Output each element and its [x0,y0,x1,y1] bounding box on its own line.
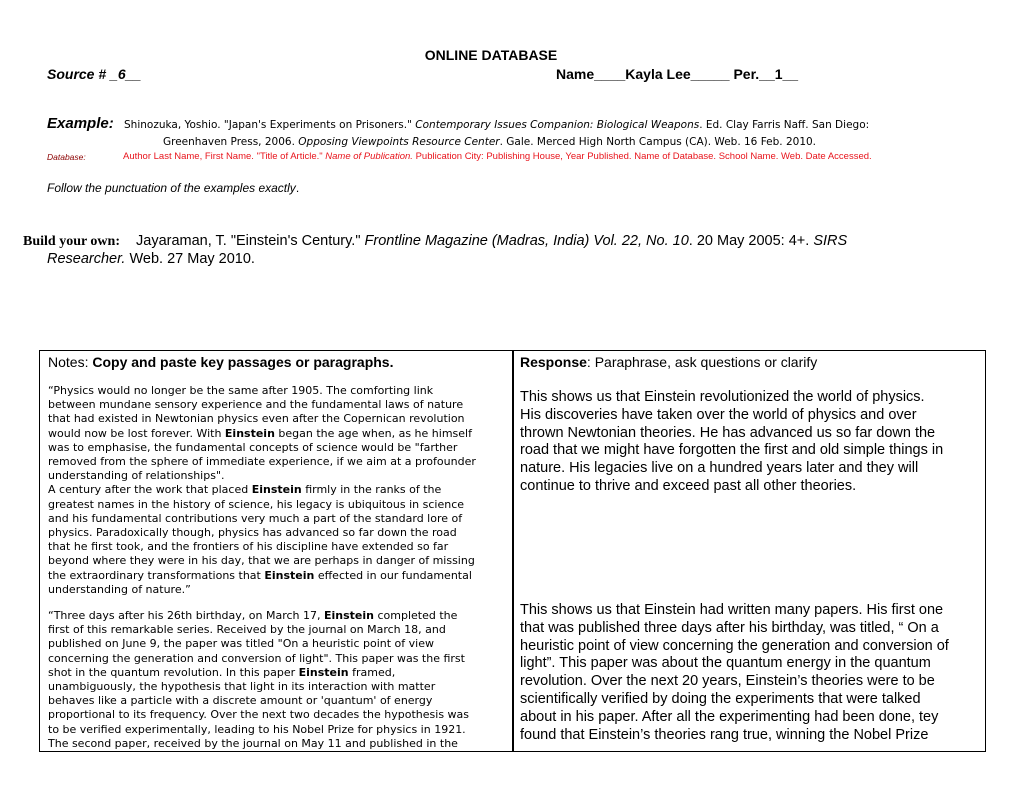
passage-line: was to emphasise, the fundamental concepts of science would be "farther [48,440,458,454]
notes-label: Notes: [48,354,93,370]
example-line1-tail: . Ed. Clay Farris Naff. San Diego: [699,119,870,131]
passage-line: The second paper, received by the journal on May 11 and published in the [48,736,458,750]
response-header [520,354,817,370]
response-line: thrown Newtonian theories. He has advanced us so far down the [520,424,936,441]
build-citation-line1 [136,233,847,249]
notes-response-table [39,350,986,752]
response-line: heuristic point of view concerning the generation and conversion of [520,637,949,654]
passage-line: that had existed in Newtonian physics even after the Copernican revolution [48,412,465,426]
passage-line [48,483,441,497]
notes-instruction: Copy and paste key passages or paragraphs. [92,354,394,370]
passage-text: completed the [374,609,458,622]
passage-line: physics. Paradoxically though, physics has advanced so far down the road [48,526,457,539]
passage-text: firmly in the ranks of the [301,483,442,497]
database-citation-format [123,151,872,162]
instruction-period: . [295,181,300,195]
database-label: Database: [47,152,86,162]
example-citation-line1 [124,119,869,131]
passage-line: greatest names in the history of science, his legacy is ubiquitous in science [48,497,465,511]
highlighted-keyword: Einstein [324,609,374,622]
example-line2-tail: . Gale. Merced High North Campus (CA). Web. 16 Feb. 2010. [499,136,817,148]
database-format-a: Author Last Name, First Name. "Title of Article." [123,151,326,162]
passage-line: and his fundamental contributions very much a part of the standard lore of [48,511,463,525]
response-line: scientifically verified by doing the experiments that were talked [520,691,921,707]
example-line1-italic: Contemporary Issues Companion: Biological Weapons [415,119,700,131]
highlighted-keyword: Einstein [298,665,349,679]
response-line: This shows us that Einstein revolutionized the world of physics. [520,389,925,405]
passage-line: concerning the generation and conversion of light". This paper was the first [48,651,465,665]
example-line2-italic: Opposing Viewpoints Resource Center [298,136,500,148]
passage-line: first of this remarkable series. Received by the journal on March 18, and [48,623,446,637]
response-line: His discoveries have taken over the world of physics and over [520,406,917,423]
highlighted-keyword: Einstein [264,568,315,582]
passage-line: understanding of nature.” [48,582,191,596]
database-format-b: Name of Publication. [325,151,413,162]
response-instruction: : Paraphrase, ask questions or clarify [586,354,818,370]
instruction-main: Follow the punctuation of the examples exactly [47,181,296,195]
response-line: nature. His legacies live on a hundred years later and they will [520,460,919,477]
build-line1-text: Jayaraman, T. "Einstein's Century." [136,233,365,249]
page-title: ONLINE DATABASE [424,47,558,63]
response-line: This shows us that Einstein had written many papers. His first one [520,602,944,618]
build-your-own-label: Build your own: [23,234,120,249]
response-line: road that we might have forgotten the first and old simple things in [520,442,944,459]
example-label: Example: [47,115,114,132]
response-line: about in his paper. After all the experimenting had been done, tey [520,708,939,725]
build-line1-italic2: SIRS [813,233,848,249]
notes-header [48,354,393,370]
response-line: found that Einstein’s theories rang true, winning the Nobel Prize [520,726,929,743]
passage-text: “Three days after his 26th birthday, on March 17, [48,609,325,622]
build-line2-tail: Web. 27 May 2010. [125,251,255,267]
build-line1-italic: Frontline Magazine (Madras, India) Vol. 22, No. 10 [364,233,689,249]
passage-line [48,609,457,623]
passage-text: A century after the work that placed [48,483,252,497]
student-name-period: Name____Kayla Lee_____ Per.__1__ [556,66,799,82]
passage-text: would now be lost forever. With [48,426,225,440]
passage-line: behaves like a particle with a discrete amount or 'quantum' of energy [48,694,433,708]
response-line: revolution. Over the next 20 years, Einstein’s theories were to be [520,673,935,690]
highlighted-keyword: Einstein [251,483,302,497]
response-line: light”. This paper was about the quantum energy in the quantum [520,655,931,672]
example-line1-text: Shinozuka, Yoshio. "Japan's Experiments on Prisoners." [124,119,416,131]
database-format-c: Publication City: Publishing House, Year Published. Name of Database. School Name. Web. Date Accessed. [412,151,872,162]
passage-text: the extraordinary transformations that [48,568,265,582]
passage-line [48,569,472,583]
passage-line: published on June 9, the paper was titled "On a heuristic point of view [48,637,434,651]
passage-text: effected in our fundamental [314,568,472,582]
build-line1-tail: . 20 May 2005: 4+. [688,233,814,249]
passage-line: unambiguously, the hypothesis that light in its interaction with matter [48,680,436,693]
passage-line: removed from the sphere of immediate experience, if we aim at a profounder [48,455,476,468]
source-number: Source # _6__ [47,66,142,82]
column-divider [512,351,514,751]
example-line2-text: Greenhaven Press, 2006. [163,136,299,148]
build-line2-italic: Researcher. [47,251,126,267]
response-line: that was published three days after his birthday, was titled, “ On a [520,619,939,636]
passage-line: that he first took, and the frontiers of his discipline have extended so far [48,540,449,554]
passage-line: “Physics would no longer be the same after 1905. The comforting link [48,384,434,397]
passage-line: proportional to its frequency. Over the next two decades the hypothesis was [48,708,470,722]
passage-line [48,666,395,680]
passage-line: understanding of relationships". [48,469,225,483]
response-label: Response [520,354,587,370]
example-citation-line2 [163,136,816,148]
passage-line: beyond where they were in his day, that we are perhaps in danger of missing [48,554,475,568]
build-citation-line2 [47,251,255,267]
passage-line: to be verified experimentally, leading to his Nobel Prize for physics in 1921. [48,722,466,736]
instruction-text [47,181,299,195]
passage-text: began the age when, as he himself [274,426,472,440]
response-line: continue to thrive and exceed past all other theories. [520,478,857,494]
highlighted-keyword: Einstein [224,426,275,440]
passage-line: between mundane sensory experience and the fundamental laws of nature [48,398,464,412]
passage-text: framed, [348,665,396,679]
passage-text: shot in the quantum revolution. In this paper [48,665,299,679]
passage-line [48,427,472,441]
